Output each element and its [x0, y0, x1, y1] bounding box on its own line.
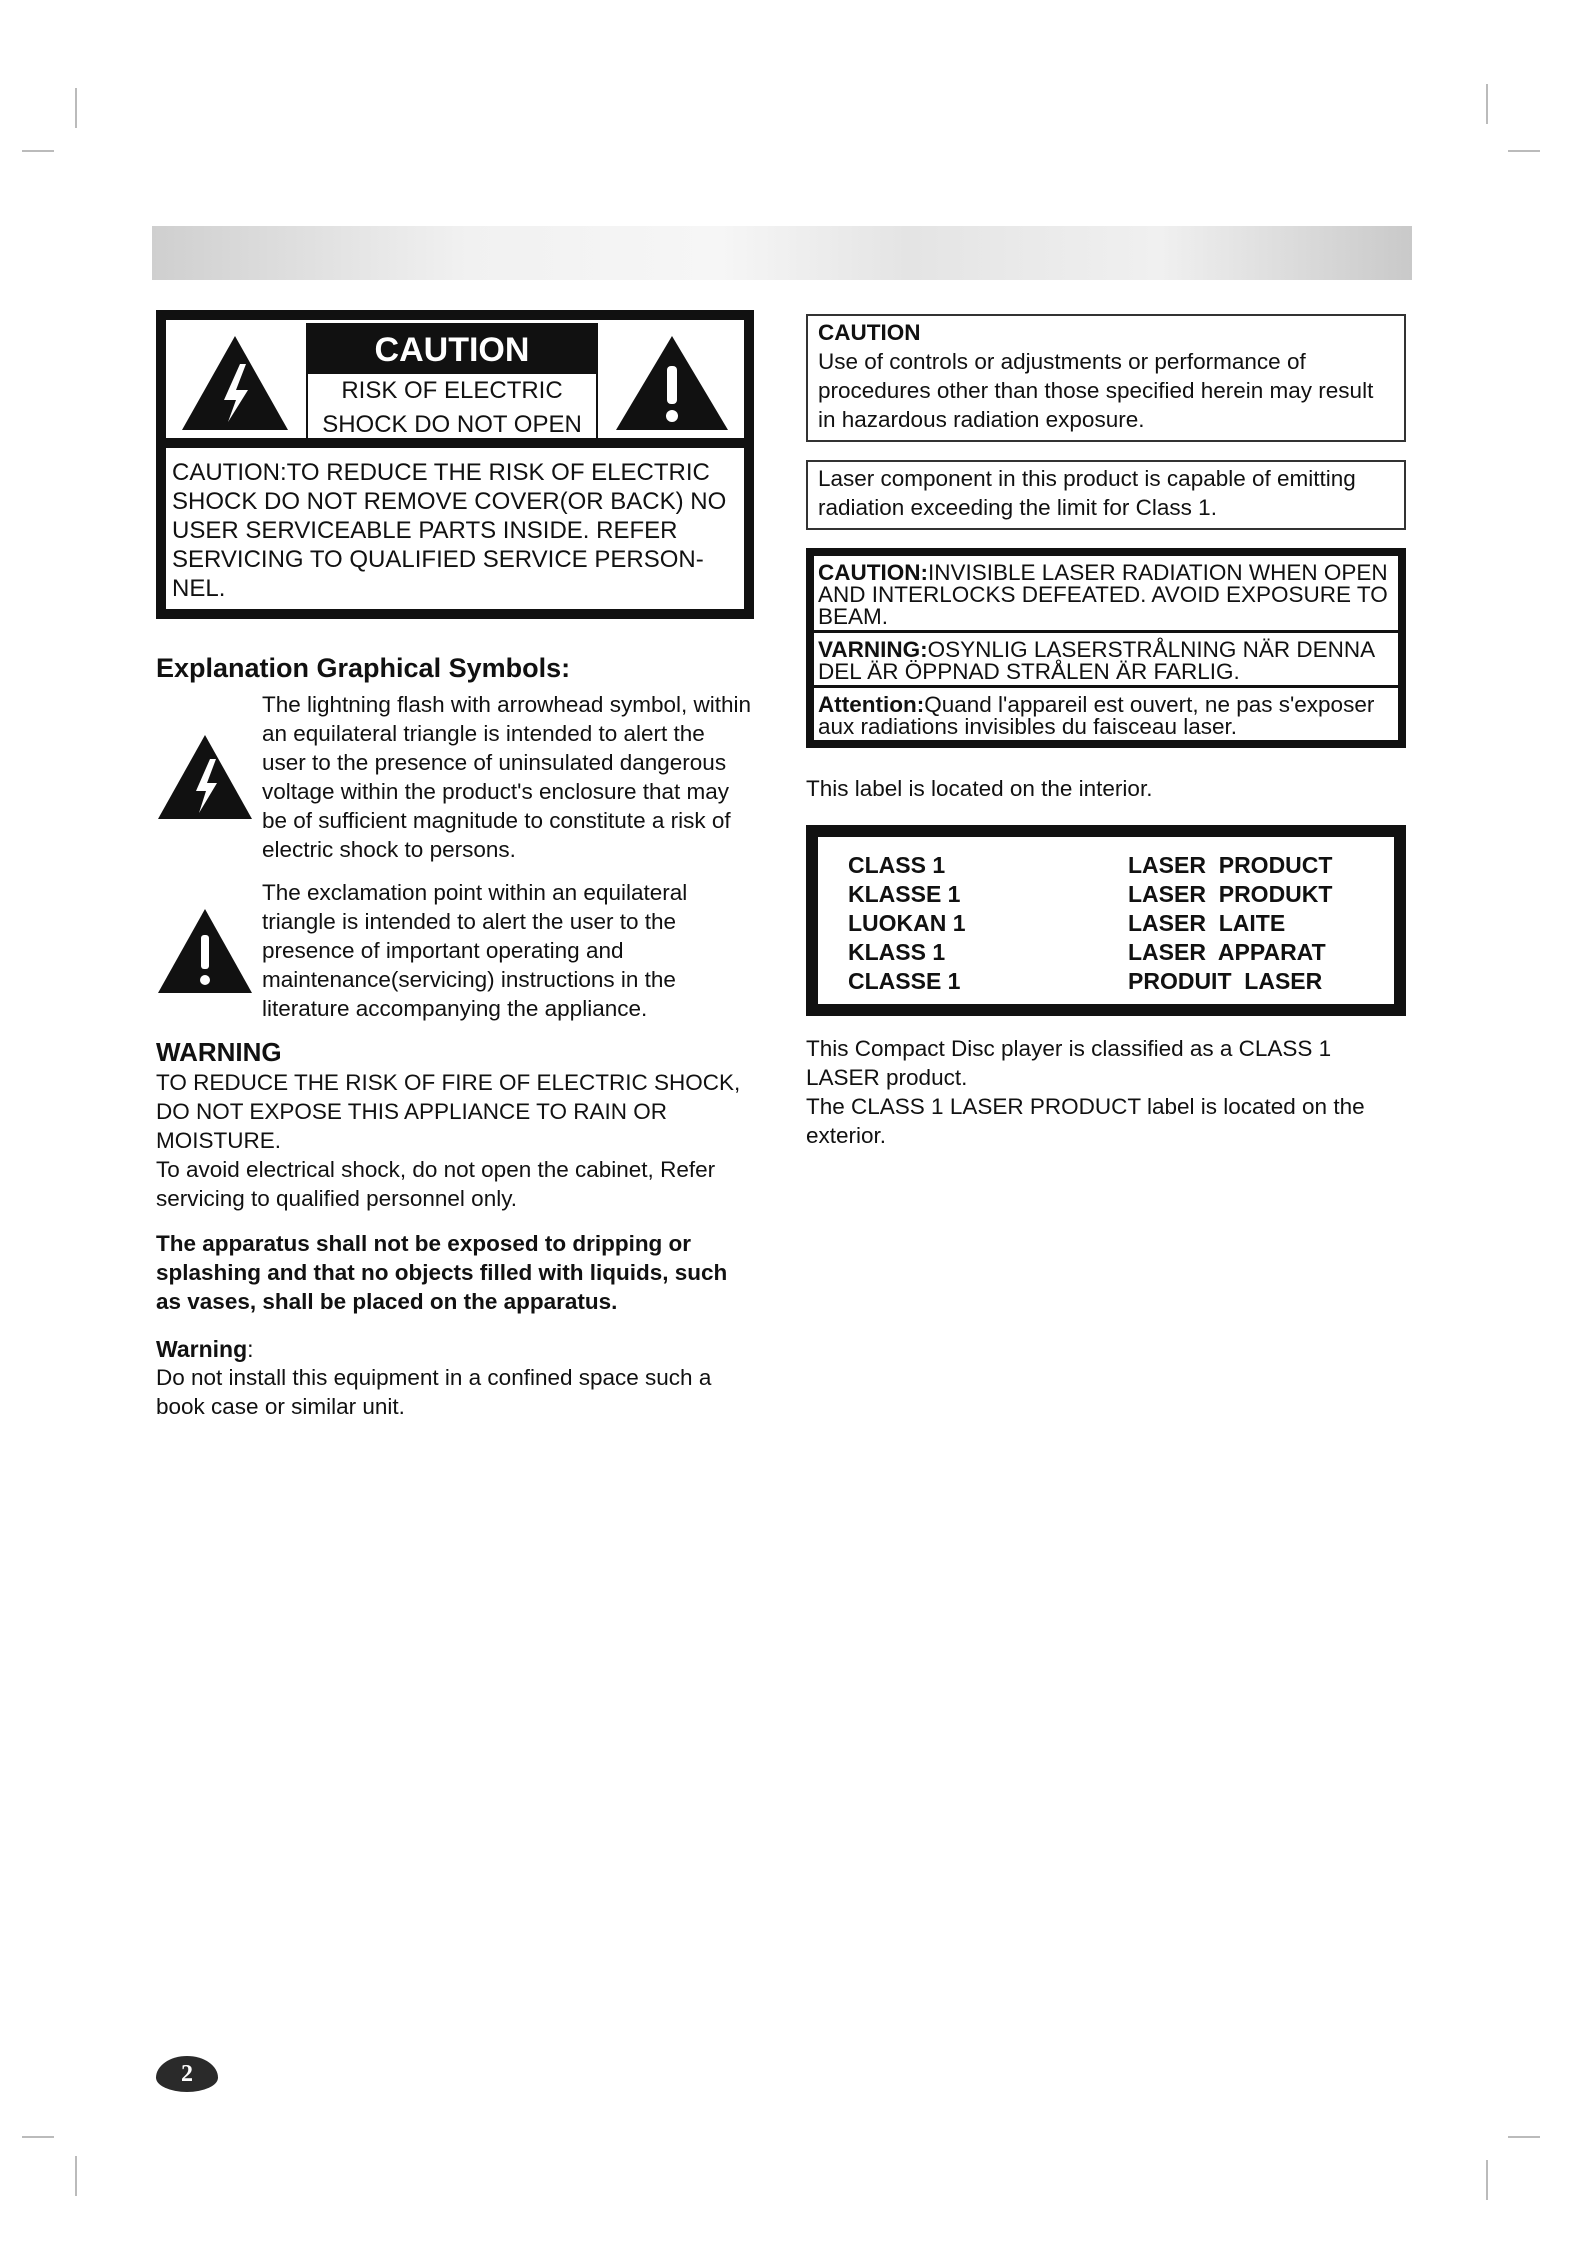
crop-mark [22, 150, 54, 152]
caution-label [306, 323, 598, 444]
class-name: CLASS 1 [848, 852, 946, 878]
right-caution-title: CAUTION [818, 320, 921, 345]
exclamation-description: The exclamation point within an equilateral triangle is intended to alert the user to the presence of important operating and maintenance(servicing) instructions in the literature accompanying the appliance. [262, 880, 688, 1021]
classified-text: This Compact Disc player is classified as a CLASS 1 LASER product. [806, 1036, 1332, 1090]
class-row [848, 967, 1364, 996]
class-product: LASER LAITE [1128, 910, 1286, 936]
laser-row-label: CAUTION: [818, 560, 928, 585]
class-product: LASER PRODUKT [1128, 881, 1333, 907]
exclamation-triangle-icon [156, 907, 254, 995]
laser-row-text: Quand l'appareil est ouvert, ne pas s'exposer aux radiations invisibles du faisceau laser. [818, 692, 1375, 739]
class-row [848, 851, 1364, 880]
interior-label-text: This label is located on the interior. [806, 776, 1153, 801]
class-name: KLASSE 1 [848, 881, 961, 907]
class-row [848, 938, 1364, 967]
page-number-badge [156, 2056, 218, 2092]
crop-mark [1508, 2136, 1540, 2138]
class-row [848, 909, 1364, 938]
crop-mark [1508, 150, 1540, 152]
class-name: LUOKAN 1 [848, 910, 966, 936]
lightning-description: The lightning flash with arrowhead symbol, within an equilateral triangle is intended to alert the user to the presence of uninsulated dangerous voltage within the product's enclosure that may be of sufficient magnitude to constitute a risk of electric shock to persons. [262, 692, 751, 862]
crop-mark [22, 2136, 54, 2138]
warning2-heading: Warning: [156, 1336, 254, 1362]
lightning-triangle-icon [180, 334, 290, 432]
laser-warning-box [806, 548, 1406, 748]
class-product: LASER APPARAT [1128, 939, 1326, 965]
crop-mark [1486, 2160, 1488, 2200]
warning-bold-text: The apparatus shall not be exposed to dripping or splashing and that no objects filled with liquids, such as vases, shall be placed on the apparatus. [156, 1231, 728, 1314]
page-number: 2 [181, 2060, 193, 2087]
right-column [806, 314, 1406, 1150]
caution-top [166, 320, 744, 448]
warning-line: To avoid electrical shock, do not open the cabinet, Refer servicing to qualified personnel only. [156, 1157, 716, 1211]
exterior-text: The CLASS 1 LASER PRODUCT label is located on the exterior. [806, 1094, 1365, 1148]
class-row [848, 880, 1364, 909]
laser-warning-row [814, 556, 1398, 633]
warning2-head-text: Warning [156, 1336, 248, 1362]
laser-warning-row [814, 688, 1398, 740]
exclamation-symbol-row [156, 878, 754, 1023]
laser-component-box: Laser component in this product is capable of emitting radiation exceeding the limit for Class 1. [806, 460, 1406, 530]
crop-mark [1486, 84, 1488, 124]
laser-row-text: INVISIBLE LASER RADIATION WHEN OPEN AND INTERLOCKS DEFEATED. AVOID EXPOSURE TO BEAM. [818, 560, 1388, 629]
class-product: PRODUIT LASER [1128, 968, 1323, 994]
exclamation-icon-cell [156, 878, 262, 1023]
laser-warning-row [814, 633, 1398, 688]
lightning-triangle-icon [156, 733, 254, 821]
crop-mark [75, 2156, 77, 2196]
left-column [156, 310, 754, 1421]
laser-row-label: Attention: [818, 692, 925, 717]
caution-label-head: CAUTION [308, 325, 596, 374]
crop-mark [75, 88, 77, 128]
symbols-title: Explanation Graphical Symbols: [156, 653, 571, 683]
warning2-text: Do not install this equipment in a confined space such a book case or similar unit. [156, 1365, 712, 1419]
caution-label-line1: RISK OF ELECTRIC [341, 376, 563, 404]
header-bar [152, 226, 1412, 280]
caution-box [156, 310, 754, 619]
warning-heading: WARNING [156, 1037, 282, 1067]
exclamation-triangle-icon [614, 334, 730, 432]
class-name: CLASSE 1 [848, 968, 961, 994]
class-product: LASER PRODUCT [1128, 852, 1333, 878]
caution-text: CAUTION:TO REDUCE THE RISK OF ELECTRIC SHOCK DO NOT REMOVE COVER(OR BACK) NO USER SERVICEABLE PARTS INSIDE. REFER SERVICING TO QUALIFIED SERVICE PERSON-NEL. [172, 459, 727, 602]
lightning-icon-cell [156, 690, 262, 864]
caution-label-line2: SHOCK DO NOT OPEN [322, 410, 582, 438]
right-caution-text: Use of controls or adjustments or performance of procedures other than those specified herein may result in hazardous radiation exposure. [818, 349, 1374, 432]
laser-row-text: OSYNLIG LASERSTRÅLNING NÄR DENNA DEL ÄR ÖPPNAD STRÅLEN ÄR FARLIG. [818, 637, 1374, 684]
lightning-symbol-row [156, 690, 754, 864]
right-caution-box [806, 314, 1406, 442]
class-name: KLASS 1 [848, 939, 946, 965]
class-label-box [806, 825, 1406, 1016]
laser-row-label: VARNING: [818, 637, 928, 662]
warning-caps-text: TO REDUCE THE RISK OF FIRE OF ELECTRIC SHOCK, DO NOT EXPOSE THIS APPLIANCE TO RAIN OR MOISTURE. [156, 1070, 741, 1153]
